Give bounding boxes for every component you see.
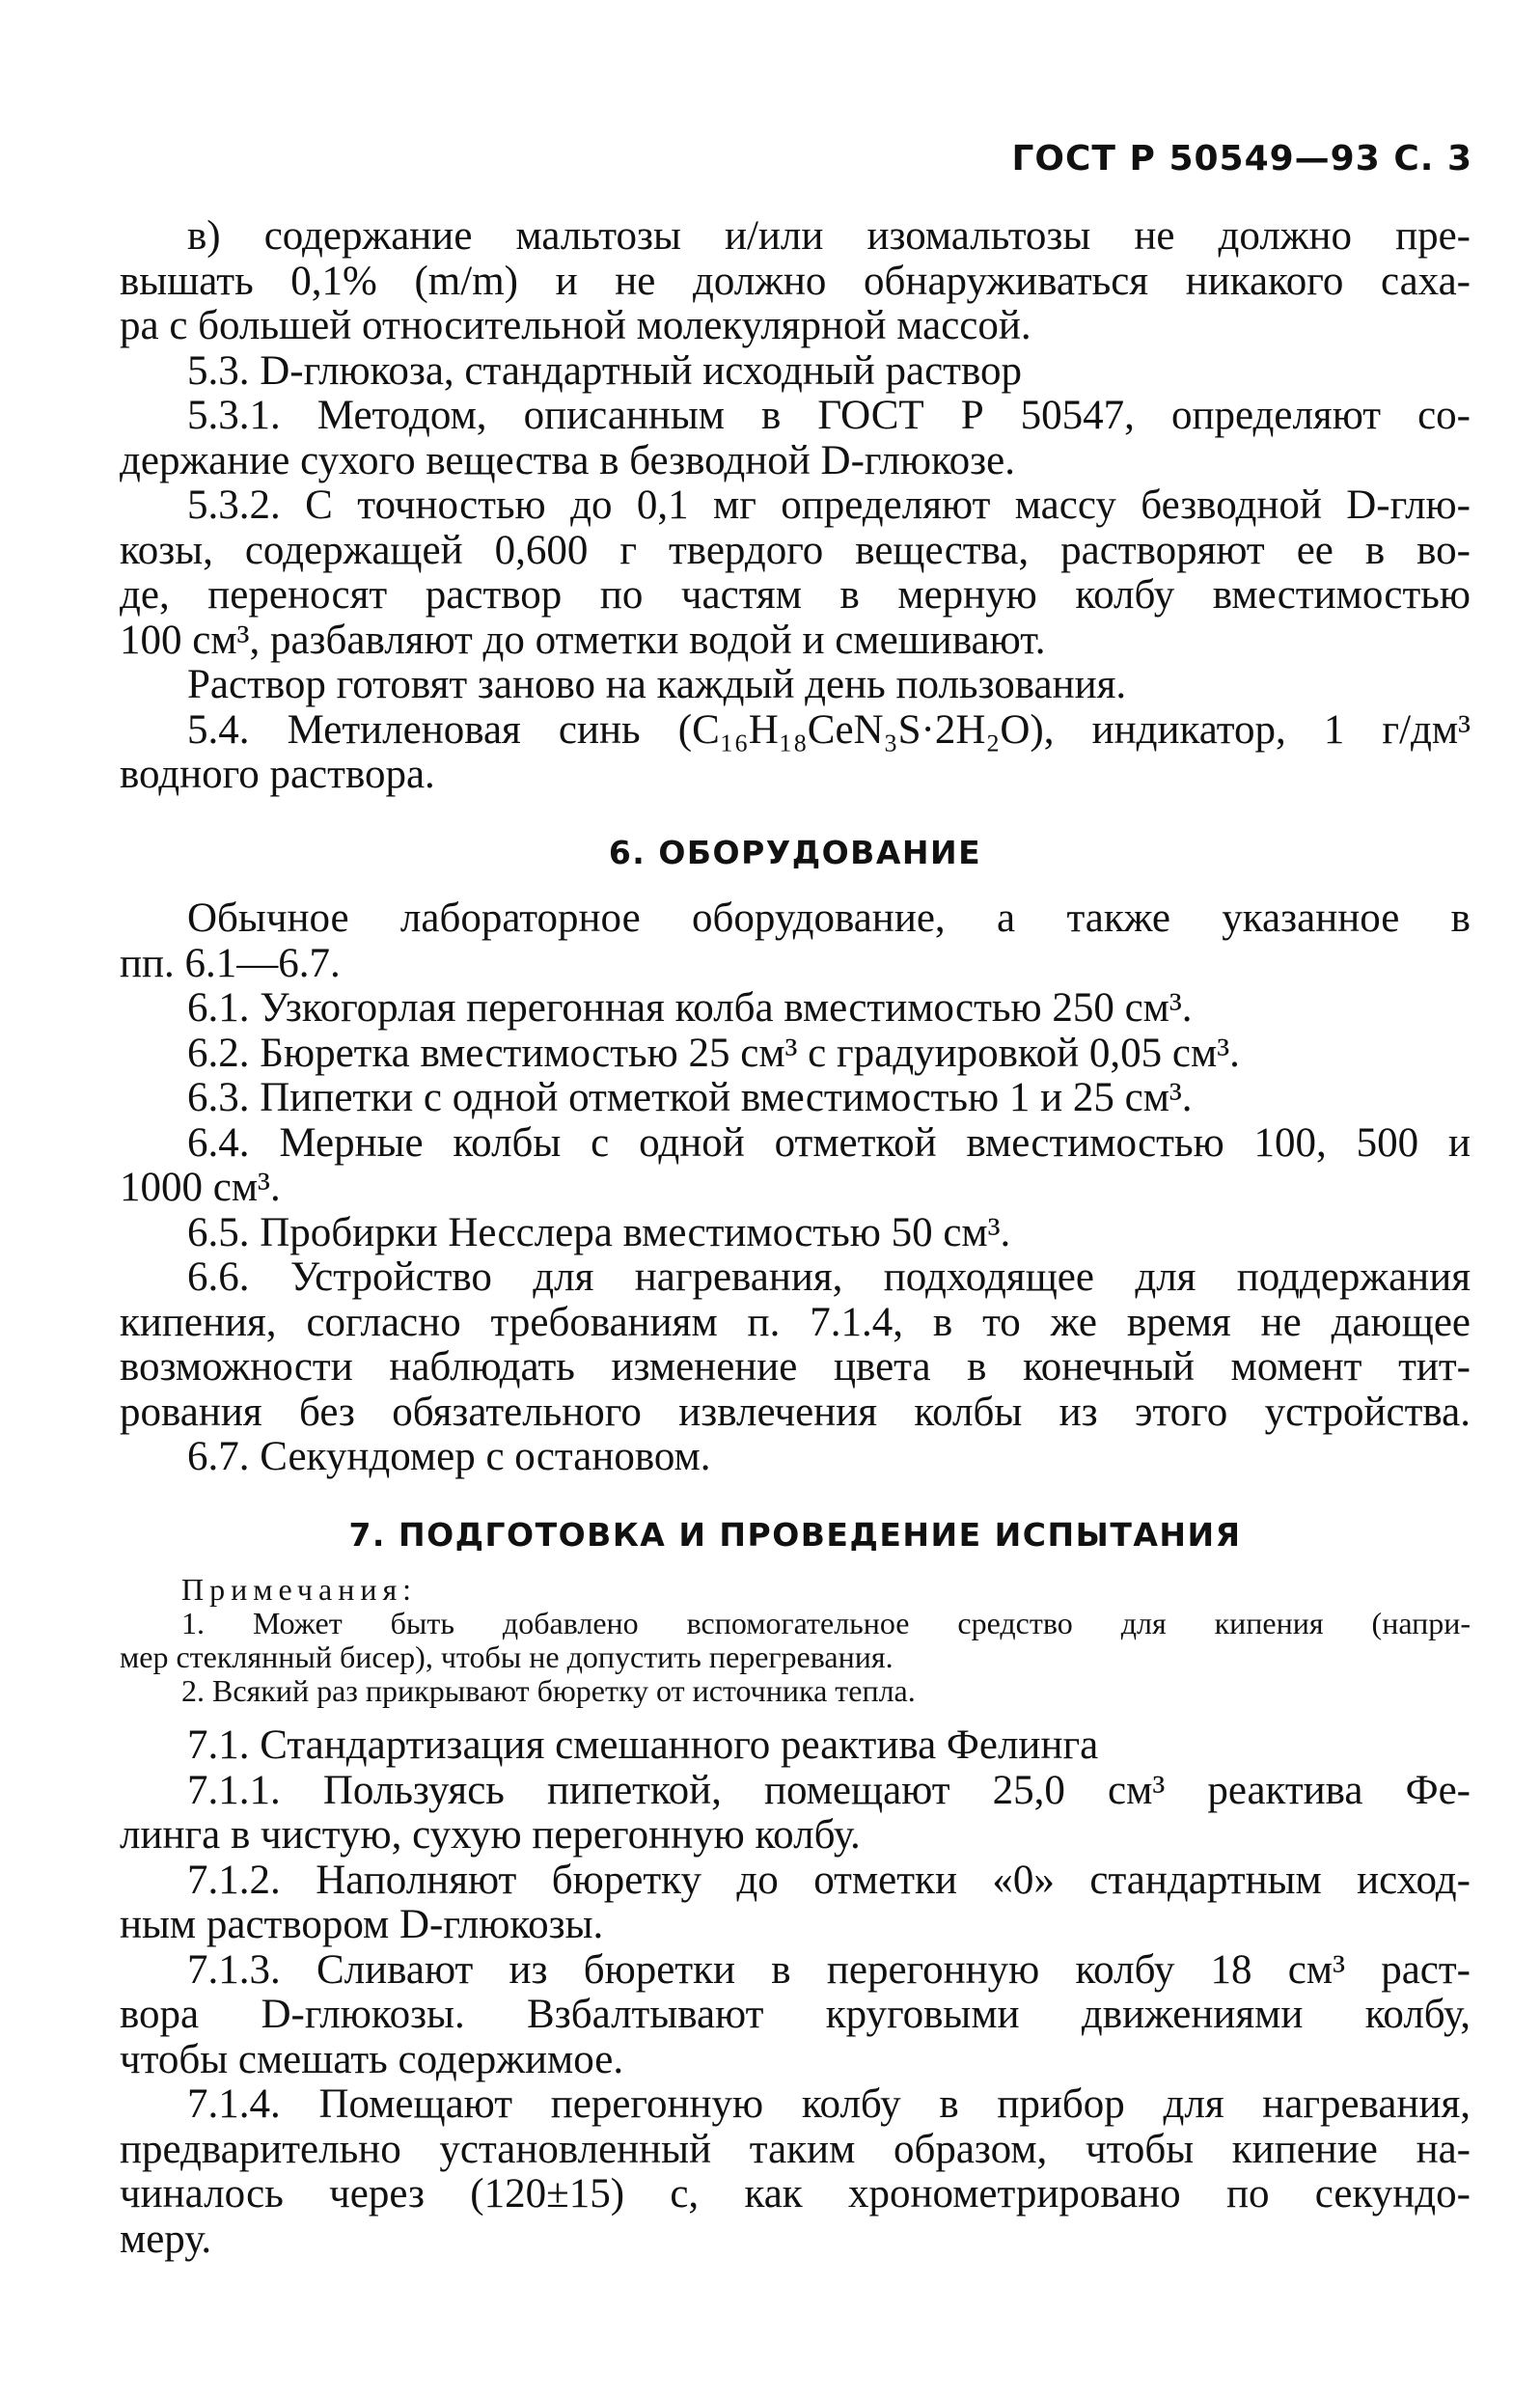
text-line: кипения, согласно требованиям п. 7.1.4, в то же время не дающее bbox=[120, 1299, 1471, 1345]
clause-6-7: 6.7. Секундомер с остановом. bbox=[187, 1434, 711, 1479]
clause-7-1-1: 7.1.1. Пользуясь пипеткой, помещают 25,0 см³ реактива Фе- bbox=[187, 1767, 1471, 1813]
clause-6-4: 6.4. Мерные колбы с одной отметкой вместимостью 100, 500 и bbox=[187, 1119, 1471, 1166]
section-7-heading: 7. ПОДГОТОВКА И ПРОВЕДЕНИЕ ИСПЫТАНИЯ bbox=[348, 1515, 1242, 1554]
note-2: 2. Всякий раз прикрывают бюретку от источника тепла. bbox=[181, 1673, 916, 1708]
text-line: пп. 6.1—6.7. bbox=[120, 940, 341, 986]
clause-6-5: 6.5. Пробирки Несслера вместимостью 50 см³. bbox=[187, 1209, 1011, 1255]
running-header: ГОСТ Р 50549—93 С. 3 bbox=[1011, 139, 1472, 179]
text-line: ным раствором D-глюкозы. bbox=[120, 1902, 604, 1947]
note-1: 1. Может быть добавлено вспомогательное средство для кипения (напри- bbox=[181, 1606, 1471, 1640]
note-1-cont: мер стеклянный бисер), чтобы не допустить перегревания. bbox=[120, 1639, 894, 1674]
text-line: рования без обязательного извлечения колбы из этого устройства. bbox=[120, 1389, 1471, 1435]
text-line: ра с большей относительной молекулярной массой. bbox=[120, 303, 1031, 348]
text-line: де, переносят раствор по частям в мерную колбу вместимостью bbox=[120, 572, 1471, 618]
clause-5-3-1: 5.3.1. Методом, описанным в ГОСТ Р 50547, определяют со- bbox=[187, 393, 1471, 438]
section-5-continuation bbox=[120, 214, 1471, 798]
clause-6-2: 6.2. Бюретка вместимостью 25 см³ с градуировкой 0,05 см³. bbox=[187, 1030, 1240, 1076]
clause-5-3: 5.3. D-глюкоза, стандартный исходный раствор bbox=[187, 347, 1022, 394]
section-6-heading: 6. ОБОРУДОВАНИЕ bbox=[608, 833, 982, 871]
section-6 bbox=[120, 831, 1471, 1480]
page-body bbox=[120, 214, 1471, 2262]
text-line: в) содержание мальтозы и/или изомальтозы не должно пре- bbox=[187, 213, 1471, 259]
notes-title: Примечания: bbox=[181, 1572, 418, 1607]
text-line: предварительно установленный таким образом, чтобы кипение на- bbox=[120, 2126, 1471, 2172]
text-line: держание сухого вещества в безводной D-глюкозе. bbox=[120, 437, 1015, 483]
clause-5-3-2: 5.3.2. С точностью до 0,1 мг определяют массу безводной D-глю- bbox=[187, 482, 1471, 528]
clause-7-1: 7.1. Стандартизация смешанного реактива Фелинга bbox=[187, 1722, 1099, 1768]
text-line: возможности наблюдать изменение цвета в конечный момент тит- bbox=[120, 1344, 1471, 1390]
notes-block bbox=[120, 1573, 1471, 1708]
text-line: Раствор готовят заново на каждый день пользования. bbox=[187, 662, 1127, 707]
section-7 bbox=[120, 1513, 1471, 2263]
text-line: Обычное лабораторное оборудование, а также указанное в bbox=[187, 895, 1471, 941]
text-line: 100 см³, разбавляют до отметки водой и смешивают. bbox=[120, 617, 1046, 663]
clause-7-1-3: 7.1.3. Сливают из бюретки в перегонную колбу 18 см³ раст- bbox=[187, 1946, 1471, 1993]
text-line: вышать 0,1% (m/m) и не должно обнаруживаться никакого саха- bbox=[120, 258, 1471, 304]
clause-6-6: 6.6. Устройство для нагревания, подходящее для поддержания bbox=[187, 1254, 1471, 1300]
clause-5-4: 5.4. Метиленовая синь (C₁₆H₁₈CeN₃S·2H₂O), индикатор, 1 г/дм³ bbox=[187, 706, 1471, 753]
text-line: чиналось через (120±15) с, как хронометрировано по секундо- bbox=[120, 2171, 1471, 2217]
text-line: козы, содержащей 0,600 г твердого вещества, растворяют ее в во- bbox=[120, 527, 1471, 573]
clause-7-1-4: 7.1.4. Помещают перегонную колбу в прибор для нагревания, bbox=[187, 2081, 1471, 2127]
text-line: водного раствора. bbox=[120, 752, 435, 797]
text-line: чтобы смешать содержимое. bbox=[120, 2036, 624, 2082]
clause-7-1-2: 7.1.2. Наполняют бюретку до отметки «0» стандартным исход- bbox=[187, 1857, 1471, 1903]
clause-6-3: 6.3. Пипетки с одной отметкой вместимостью 1 и 25 см³. bbox=[187, 1075, 1193, 1120]
text-line: линга в чистую, сухую перегонную колбу. bbox=[120, 1812, 861, 1858]
clause-6-1: 6.1. Узкогорлая перегонная колба вместимостью 250 см³. bbox=[187, 985, 1193, 1031]
text-line: меру. bbox=[120, 2216, 212, 2262]
text-line: 1000 см³. bbox=[120, 1165, 281, 1210]
text-line: вора D-глюкозы. Взбалтывают круговыми движениями колбу, bbox=[120, 1992, 1471, 2037]
